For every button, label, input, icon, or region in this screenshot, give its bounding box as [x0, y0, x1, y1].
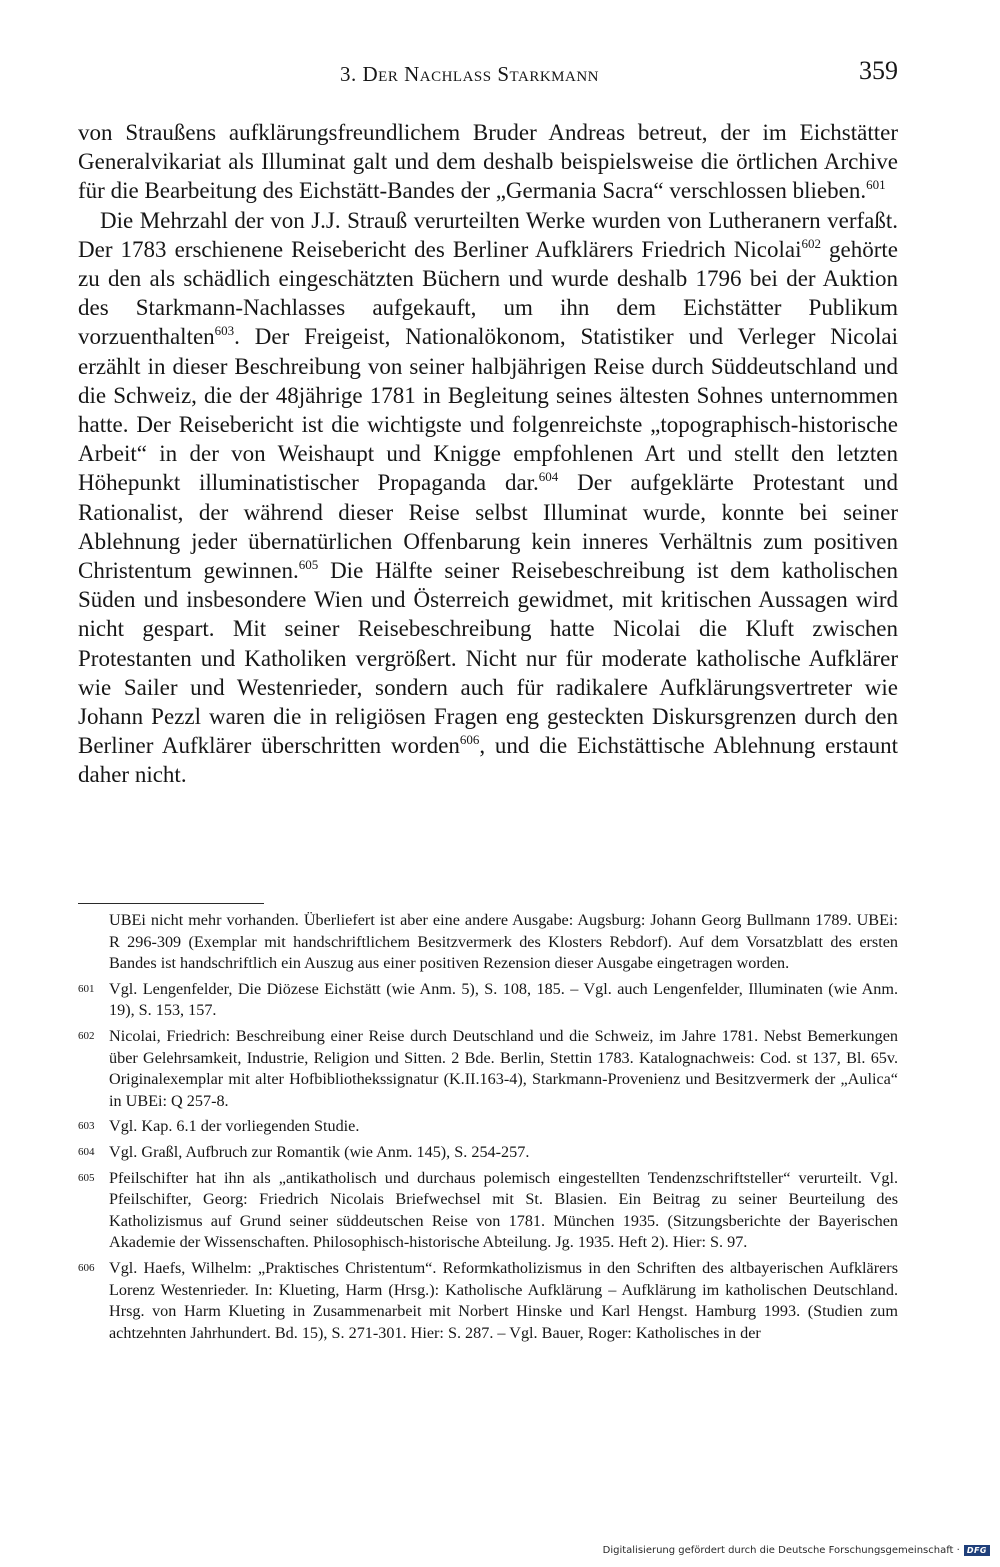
footnote-ref[interactable]: 601 — [866, 177, 886, 193]
footnote-ref[interactable]: 602 — [801, 235, 821, 251]
footnote-ref[interactable]: 605 — [298, 557, 319, 573]
paragraph-text: von Straußens aufklärungsfreundlichem Bruder Andreas betreut, der im Eichstätter Generalvikariat als Illuminat galt und dem deshalb beispielsweise die örtlichen Archive für die Bearbeitung des Eichstätt-Bandes der „Germania Sacra“ verschlossen blieben. — [78, 120, 898, 204]
footnote-ref[interactable]: 604 — [538, 469, 559, 485]
running-head: 3. Der Nachlass Starkmann — [340, 62, 599, 86]
footnote-601 — [78, 979, 898, 1022]
footnote-number: 604 — [78, 1145, 95, 1158]
footnote-604 — [78, 1142, 898, 1164]
footnote-number: 601 — [78, 982, 95, 995]
footnote-606 — [78, 1258, 898, 1344]
footnote-text: Nicolai, Friedrich: Beschreibung einer Reise durch Deutschland und die Schweiz, im Jahre 1781. Nebst Bemerkungen über Gelehrsamkeit, Industrie, Religion und Sitten. 2 Bde. Berlin, Stettin 1783. Katalognachweis: Cod. st 137, Bl. 65v. Originalexemplar mit alter Hofbibliothekssignatur (K.II.163-4), Starkmann-Provenienz und Besitzvermerk der „Aulica“ in UBEi: Q 257-8. — [109, 1026, 898, 1110]
main-text — [78, 118, 898, 790]
digitization-notice — [603, 1545, 990, 1556]
footnote-number: 605 — [78, 1171, 95, 1184]
footnote-continuation — [78, 910, 898, 975]
footnote-text: Vgl. Lengenfelder, Die Diözese Eichstätt (wie Anm. 5), S. 108, 185. – Vgl. auch Lengenfelder, Illuminaten (wie Anm. 19), S. 153, 157. — [109, 979, 898, 1020]
footnote-divider — [78, 903, 264, 904]
footnote-text: Vgl. Graßl, Aufbruch zur Romantik (wie Anm. 145), S. 254-257. — [109, 1142, 530, 1161]
paragraph — [78, 118, 898, 206]
footnote-ref[interactable]: 606 — [459, 732, 480, 748]
footnote-number: 602 — [78, 1029, 95, 1042]
page-header — [78, 56, 898, 96]
footnotes — [78, 910, 898, 1344]
footnote-ref[interactable]: 603 — [214, 323, 235, 339]
footnote-number: 603 — [78, 1120, 95, 1133]
paragraph-text: Die Hälfte seiner Reisebeschreibung ist dem katholischen Süden und insbesondere Wien und Österreich gewidmet, mit kritischen Aussagen wird nicht gespart. Mit seiner Reisebeschreibung hatte Nicolai die Kluft zwischen Protestanten und Katholiken vergrößert. Nicht nur für moderate katholische Aufklärer wie Sailer und Westenrieder, sondern auch für radikalere Aufklärungsvertreter wie Johann Pezzl waren die in religiösen Fragen eng gesteckten Diskursgrenzen durch den Berliner Aufklärer überschritten worden — [78, 558, 898, 759]
footnote-text: Vgl. Kap. 6.1 der vorliegenden Studie. — [109, 1117, 360, 1136]
footnote-text: Vgl. Haefs, Wilhelm: „Praktisches Christentum“. Reformkatholizismus in den Schriften des altbayerischen Aufklärers Lorenz Westenrieder. In: Klueting, Harm (Hrsg.): Katholische Aufklärung – Aufklärung im katholischen Deutschland. Hrsg. von Harm Klueting in Zusammenarbeit mit Norbert Hinske und Karl Hengst. Hamburg 1993. (Studien zum achtzehnten Jahrhundert. Bd. 15), S. 271-301. Hier: S. 287. – Vgl. Bauer, Roger: Katholisches in der — [109, 1258, 898, 1342]
paragraph-text: , und die Eichstättische Ablehnung erstaunt daher nicht. — [78, 733, 898, 788]
digitization-notice-text: Digitalisierung gefördert durch die Deutsche Forschungsgemeinschaft · — [602, 1545, 960, 1556]
footnote-605 — [78, 1168, 898, 1254]
paragraph-text: Der aufgeklärte Protestant und Rationalist, der während dieser Reise selbst Illuminat wurde, konnte bei seiner Ablehnung jeder übernatürlichen Offenbarung kein inneres Verhältnis zum positiven Christentum gewinnen. — [78, 470, 898, 584]
footnote-text: UBEi nicht mehr vorhanden. Überliefert ist aber eine andere Ausgabe: Augsburg: Johann Georg Bullmann 1789. UBEi: R 296-309 (Exemplar mit handschriftlichem Besitzvermerk des Klosters Rebdorf). Auf dem Vorsatzblatt des ersten Bandes ist handschriftlich ein Auszug aus einer positiven Rezension dieser Ausgabe eingetragen worden. — [109, 911, 898, 973]
paragraph-text: gehörte zu den als schädlich eingeschätzten Büchern und wurde deshalb 1796 bei der Auktion des Starkmann-Nachlasses aufgekauft, um ihn dem Eichstätter Publikum vorzuenthalten — [78, 236, 899, 350]
paragraph — [78, 206, 898, 790]
paragraph-text: . Der Freigeist, Nationalökonom, Statistiker und Verleger Nicolai erzählt in dieser Beschreibung von seiner halbjährigen Reise durch Süddeutschland und die Schweiz, die der 48jährige 1781 in Begleitung seines ältesten Sohnes unternommen hatte. Der Reisebericht ist die wichtigste und folgenreichste „topographisch-historische Arbeit“ in der von Weishaupt und Knigge empfohlenen Art und stellt den letzten Höhepunkt illuminatistischer Propaganda dar. — [78, 324, 898, 496]
footnote-603 — [78, 1116, 898, 1138]
footnote-number: 606 — [78, 1261, 95, 1274]
dfg-logo: DFG — [964, 1545, 990, 1556]
page-number: 359 — [859, 56, 898, 85]
footnote-602 — [78, 1026, 898, 1112]
paragraph-text: Die Mehrzahl der von J.J. Strauß verurteilten Werke wurden von Lutheranern verfaßt. Der 1783 erschienene Reisebericht des Berliner Aufklärers Friedrich Nicolai — [78, 207, 898, 262]
footnote-text: Pfeilschifter hat ihn als „antikatholisch und durchaus polemisch eingestellten Tendenzschriftsteller“ verurteilt. Vgl. Pfeilschifter, Georg: Friedrich Nicolais Briefwechsel mit St. Blasien. Ein Beitrag zu seiner Beurteilung des Katholizismus auf Grund seiner süddeutschen Reise von 1781. München 1935. (Sitzungsberichte der Bayerischen Akademie der Wissenschaften. Philosophisch-historische Abteilung. Jg. 1935. Heft 2). Hier: S. 97. — [109, 1168, 898, 1252]
